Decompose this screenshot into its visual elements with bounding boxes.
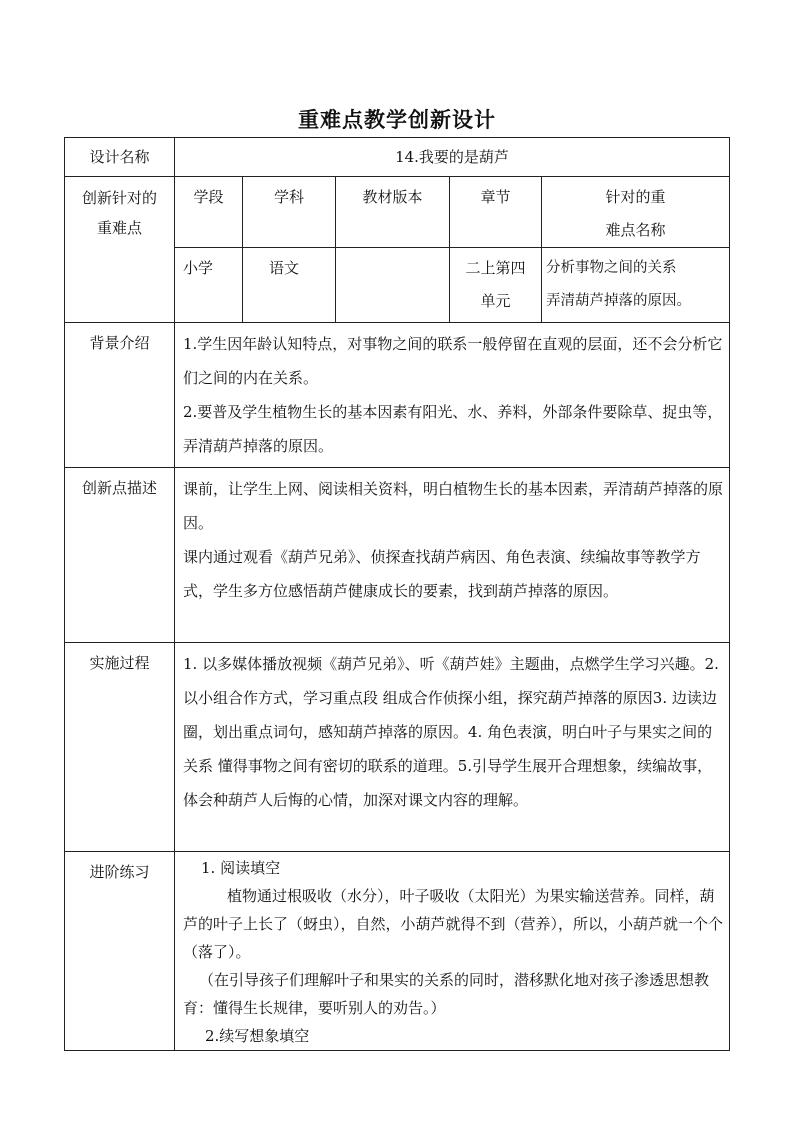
exercise-item-1-text: 植物通过根吸收（水分），叶子吸收（太阳光）为果实输送营养。同样，葫芦的叶子上长了（蚜虫），自然，小葫芦就得不到（营养），所以，小葫芦就一个个（落了）。 bbox=[183, 887, 724, 961]
subject-value: 语文 bbox=[243, 248, 336, 323]
description-paragraph-2: 课内通过观看《葫芦兄弟》、侦探查找葫芦病因、角色表演、续编故事等教学方式，学生多方位感悟葫芦健康成长的要素，找到葫芦掉落的原因。 bbox=[183, 548, 701, 600]
design-name-value: 14.我要的是葫芦 bbox=[175, 138, 730, 177]
chapter-value bbox=[450, 248, 542, 323]
subject-header: 学科 bbox=[243, 177, 336, 248]
innovation-label bbox=[65, 177, 175, 323]
background-content bbox=[175, 323, 730, 468]
exercise-note: （在引导孩子们理解叶子和果实的关系的同时，潜移默化地对孩子渗透思想教育：懂得生长规律，要听别人的劝告。） bbox=[183, 971, 710, 1017]
description-content bbox=[175, 468, 730, 643]
innovation-label-line1: 创新针对的 bbox=[81, 189, 157, 207]
process-content bbox=[175, 643, 730, 852]
exercise-item-2: 2.续写想象填空 bbox=[205, 1027, 310, 1045]
innovation-header-row bbox=[65, 177, 730, 248]
description-label: 创新点描述 bbox=[65, 468, 175, 643]
chapter-value-line2: 单元 bbox=[480, 292, 511, 310]
focus-header-line2: 难点名称 bbox=[605, 221, 666, 239]
focus-header bbox=[542, 177, 730, 248]
design-table bbox=[64, 137, 730, 1051]
exercise-row bbox=[65, 852, 730, 1051]
process-label: 实施过程 bbox=[65, 643, 175, 852]
design-name-label: 设计名称 bbox=[65, 138, 175, 177]
focus-value-line2: 弄清葫芦掉落的原因。 bbox=[546, 293, 691, 309]
background-paragraph-2: 2.要普及学生植物生长的基本因素有阳光、水、养料，外部条件要除草、捉虫等，弄清葫芦掉落的原因。 bbox=[183, 403, 723, 455]
process-text: 1. 以多媒体播放视频《葫芦兄弟》、听《葫芦娃》主题曲，点燃学生学习兴趣。2. 以小组合作方式，学习重点段 组成合作侦探小组，探究葫芦掉落的原因3. 边读边圈，划出重点词句，感知葫芦掉落的原因。4. 角色表演，明白叶子与果实之间的关系 懂得事物之间有密切的联系的道理。5.引导学生展开合理想象，续编故事，体会种葫芦人后悔的心情，加深对课文内容的理解。 bbox=[183, 655, 719, 809]
stage-header: 学段 bbox=[175, 177, 243, 248]
exercise-label: 进阶练习 bbox=[65, 852, 175, 1051]
edition-value bbox=[336, 248, 450, 323]
background-row bbox=[65, 323, 730, 468]
chapter-header: 章节 bbox=[450, 177, 542, 248]
description-paragraph-1: 课前，让学生上网、阅读相关资料，明白植物生长的基本因素，弄清葫芦掉落的原因。 bbox=[183, 480, 724, 532]
description-row bbox=[65, 468, 730, 643]
innovation-label-line2: 重难点 bbox=[96, 219, 142, 237]
focus-header-line1: 针对的重 bbox=[605, 188, 666, 206]
process-row bbox=[65, 643, 730, 852]
focus-value-line1: 分析事物之间的关系 bbox=[546, 260, 677, 276]
exercise-item-1: 1. 阅读填空 bbox=[201, 859, 281, 877]
exercise-content bbox=[175, 852, 730, 1051]
background-label: 背景介绍 bbox=[65, 323, 175, 468]
design-name-row bbox=[65, 138, 730, 177]
chapter-value-line1: 二上第四 bbox=[465, 259, 526, 277]
background-paragraph-1: 1.学生因年龄认知特点，对事物之间的联系一般停留在直观的层面，还不会分析它们之间的内在关系。 bbox=[183, 335, 723, 387]
focus-value bbox=[542, 248, 730, 323]
stage-value: 小学 bbox=[175, 248, 243, 323]
edition-header: 教材版本 bbox=[336, 177, 450, 248]
page-title: 重难点教学创新设计 bbox=[298, 107, 496, 132]
